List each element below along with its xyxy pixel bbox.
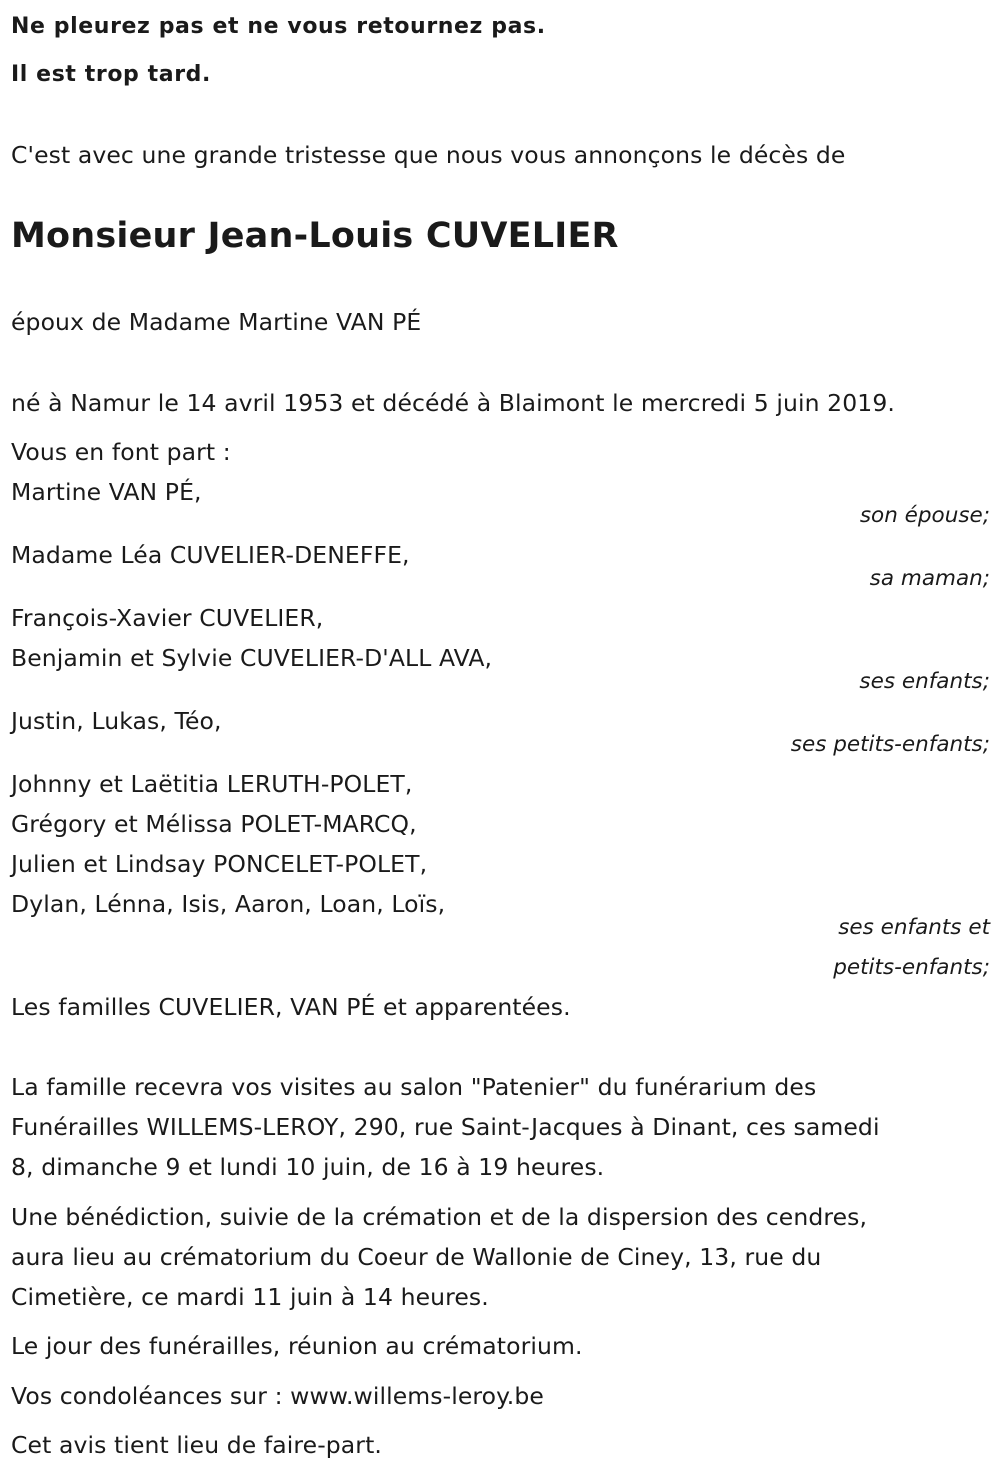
family-spouse-name: Martine VAN PÉ,: [11, 478, 202, 506]
ceremony-line-2: aura lieu au crématorium du Coeur de Wallonie de Ciney, 13, rue du: [11, 1243, 822, 1271]
family-step-relation-line-2: petits-enfants;: [833, 955, 990, 980]
birth-death-line: né à Namur le 14 avril 1953 et décédé à Blaimont le mercredi 5 juin 2019.: [11, 389, 895, 417]
condolences-text: Vos condoléances sur : www.willems-leroy.be: [11, 1382, 544, 1410]
meeting-text: Le jour des funérailles, réunion au crématorium.: [11, 1332, 583, 1360]
family-grandchildren-relation: ses petits-enfants;: [790, 732, 990, 757]
epigraph-line-2: Il est trop tard.: [11, 62, 211, 87]
ceremony-line-3: Cimetière, ce mardi 11 juin à 14 heures.: [11, 1283, 489, 1311]
family-spouse-relation: son épouse;: [859, 503, 990, 528]
family-stepchild-1: Johnny et Laëtitia LERUTH-POLET,: [11, 770, 413, 798]
family-grandchildren: Justin, Lukas, Téo,: [11, 707, 222, 735]
visits-line-1: La famille recevra vos visites au salon "Patenier" du funérarium des: [11, 1073, 817, 1101]
spouse-line: époux de Madame Martine VAN PÉ: [11, 308, 422, 336]
deceased-name: Monsieur Jean-Louis CUVELIER: [11, 216, 619, 256]
family-stepgrandchildren: Dylan, Lénna, Isis, Aaron, Loan, Loïs,: [11, 890, 446, 918]
family-stepchild-2: Grégory et Mélissa POLET-MARCQ,: [11, 810, 417, 838]
family-child-2: Benjamin et Sylvie CUVELIER-D'ALL AVA,: [11, 644, 493, 672]
intro-text: C'est avec une grande tristesse que nous vous annonçons le décès de: [11, 141, 846, 169]
family-step-relation-line-1: ses enfants et: [838, 915, 990, 940]
family-stepchild-3: Julien et Lindsay PONCELET-POLET,: [11, 850, 428, 878]
family-children-relation: ses enfants;: [859, 669, 990, 694]
families-line: Les familles CUVELIER, VAN PÉ et apparentées.: [11, 993, 571, 1021]
visits-line-2: Funérailles WILLEMS-LEROY, 290, rue Saint-Jacques à Dinant, ces samedi: [11, 1113, 880, 1141]
epigraph-line-1: Ne pleurez pas et ne vous retournez pas.: [11, 14, 546, 39]
family-mother-name: Madame Léa CUVELIER-DENEFFE,: [11, 541, 410, 569]
announce-text: Vous en font part :: [11, 438, 231, 466]
notice-text: Cet avis tient lieu de faire-part.: [11, 1431, 382, 1459]
family-mother-relation: sa maman;: [869, 566, 990, 591]
family-child-1: François-Xavier CUVELIER,: [11, 604, 324, 632]
ceremony-line-1: Une bénédiction, suivie de la crémation et de la dispersion des cendres,: [11, 1203, 868, 1231]
visits-line-3: 8, dimanche 9 et lundi 10 juin, de 16 à 19 heures.: [11, 1153, 605, 1181]
